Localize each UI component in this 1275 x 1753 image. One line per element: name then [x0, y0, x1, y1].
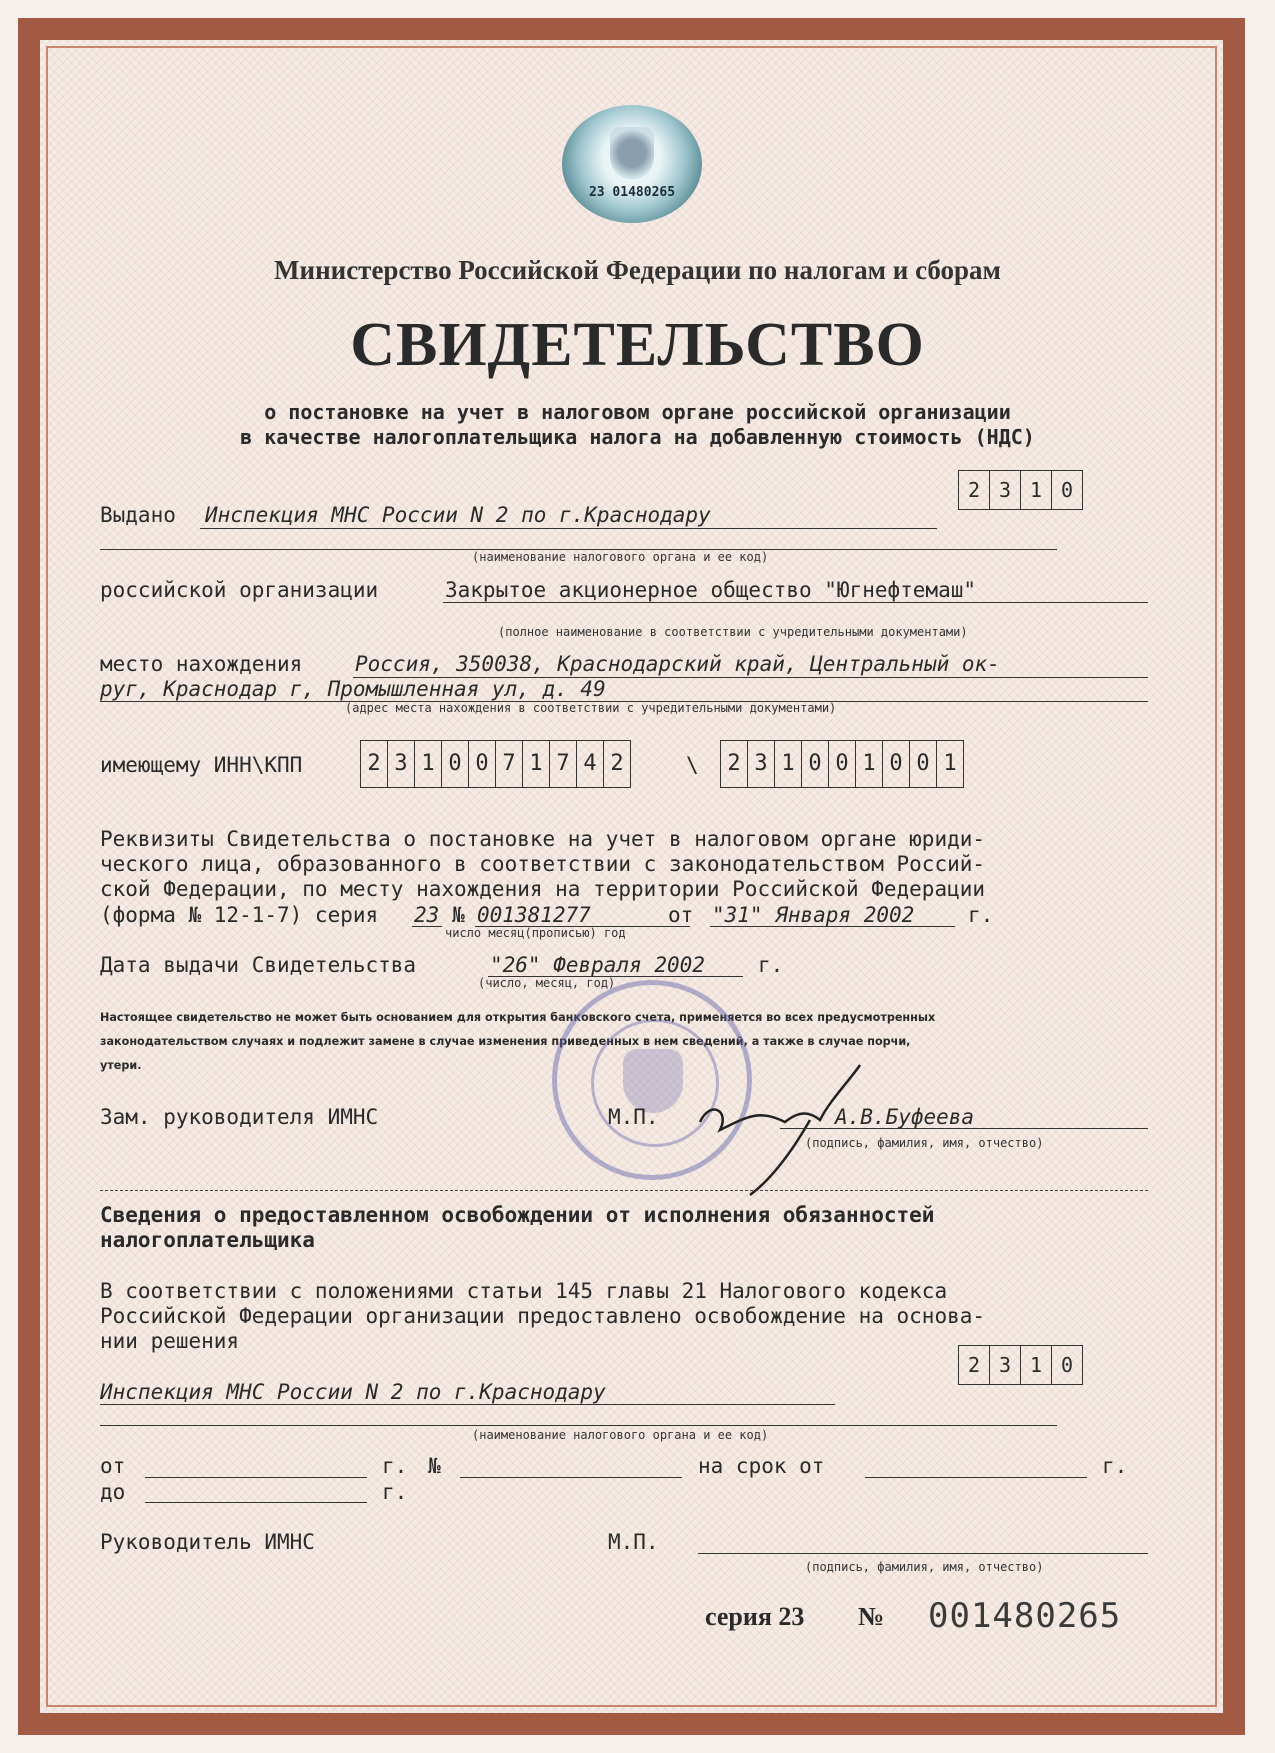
exemption-text-1: В соответствии с положениями статьи 145 главы 21 Налогового кодекса: [100, 1279, 948, 1303]
inn-digit: 7: [550, 741, 577, 787]
kpp-digit: 0: [802, 741, 829, 787]
inn-digit: 3: [388, 741, 415, 787]
kpp-digit: 1: [943, 751, 957, 776]
to-date-line: [145, 1502, 367, 1503]
exemption-code-box: [958, 1345, 1083, 1385]
issue-date-suffix: г.: [758, 953, 784, 977]
exemption-text-3: нии решения: [100, 1329, 240, 1353]
hologram-number: 23 01480265: [588, 185, 676, 200]
issued-caption: (наименование налогового органа и ее код): [472, 550, 769, 564]
exemption-head: Руководитель ИМНС: [100, 1530, 315, 1554]
inn-digit: 0: [469, 741, 496, 787]
requisites-from: от: [668, 903, 694, 927]
code-digit: 3: [990, 1346, 1021, 1384]
exemption-heading-1: Сведения о предоставленном освобождении от исполнения обязанностей: [100, 1203, 935, 1227]
org-value: Закрытое акционерное общество "Югнефтемаш": [445, 578, 977, 602]
eagle-emblem-icon: [623, 1049, 683, 1113]
handwritten-signature: [690, 1060, 870, 1200]
requisites-line-1: Реквизиты Свидетельства о постановке на учет в налоговом органе юриди-: [100, 827, 986, 851]
signatory-name: А.В.Буфеева: [835, 1105, 975, 1129]
requisites-line-2: ческого лица, образованного в соответствии с законодательством Россий-: [100, 852, 986, 876]
authority-underline-2: [100, 1425, 1057, 1426]
footer-num-label: №: [858, 1602, 885, 1631]
kpp-digit: 1: [775, 741, 802, 787]
notice-line-2: законодательством случаях и подлежит замене в случае изменения приведенных в нем сведений, а также в случае порчи,: [100, 1035, 911, 1048]
requisites-form: (форма № 12-1-7) серия: [100, 903, 379, 927]
subtitle-line-1: о постановке на учет в налоговом органе российской организации: [264, 400, 1011, 424]
inn-box: [360, 740, 631, 788]
inn-digit: 2: [361, 741, 388, 787]
signature-underline: [780, 1128, 1148, 1129]
exemption-caption: (наименование налогового органа и ее код): [472, 1428, 769, 1442]
inn-digit: 1: [415, 741, 442, 787]
inn-kpp-label: имеющему ИНН\КПП: [100, 753, 303, 777]
exemption-sig-caption: (подпись, фамилия, имя, отчество): [805, 1560, 1044, 1574]
requisites-num-label: №: [452, 903, 465, 927]
section-divider: [100, 1190, 1148, 1191]
exemption-year-label: г.: [382, 1454, 408, 1478]
org-underline: [443, 602, 1148, 603]
series-underline: [412, 926, 442, 927]
code-digit: 1: [1021, 471, 1052, 509]
kpp-digit: 3: [748, 741, 775, 787]
location-caption: (адрес места нахождения в соответствии с учредительными документами): [345, 701, 837, 715]
code-digit: 0: [1060, 478, 1074, 502]
inn-digit: 0: [442, 741, 469, 787]
issue-date-label: Дата выдачи Свидетельства: [100, 953, 417, 977]
code-digit: 1: [1021, 1346, 1052, 1384]
requisites-date: "31" Января 2002: [712, 903, 915, 927]
exemption-term-label: на срок от: [698, 1454, 825, 1478]
code-digit: 2: [959, 1346, 990, 1384]
term-from-line: [865, 1477, 1087, 1478]
signatory-position: Зам. руководителя ИМНС: [100, 1105, 379, 1129]
location-value-2: руг, Краснодар г, Промышленная ул, д. 49: [100, 677, 606, 701]
inn-digit: 7: [496, 741, 523, 787]
org-caption: (полное наименование в соответствии с учредительными документами): [498, 625, 968, 639]
stamp-label: М.П.: [608, 1105, 659, 1129]
authority-underline: [100, 1404, 835, 1405]
issued-underline: [200, 528, 937, 529]
org-label: российской организации: [100, 578, 379, 602]
location-value-1: Россия, 350038, Краснодарский край, Центральный ок-: [355, 652, 1000, 676]
ministry-name: Министерство Российской Федерации по налогам и сборам: [274, 255, 1001, 285]
inn-digit: 4: [577, 741, 604, 787]
exemption-text-2: Российской Федерации организации предоставлено освобождение на основа-: [100, 1304, 986, 1328]
kpp-digit: 0: [829, 741, 856, 787]
kpp-digit: 1: [856, 741, 883, 787]
exemption-from-label: от: [100, 1454, 126, 1478]
notice-line-1: Настоящее свидетельство не может быть основанием для открытия банковского счета, применяется во всех предусмотренных: [100, 1011, 936, 1024]
kpp-box: [720, 740, 964, 788]
exemption-authority: Инспекция МНС России N 2 по г.Краснодару: [100, 1380, 606, 1404]
page-title: СВИДЕТЕЛЬСТВО: [350, 311, 925, 379]
issue-date-caption: (число, месяц, год): [478, 976, 616, 990]
head-signature-line: [698, 1553, 1148, 1554]
code-digit: 0: [1060, 1353, 1074, 1377]
requisites-number: 001381277: [477, 903, 591, 927]
emblem-icon: [610, 127, 654, 179]
footer-number: 001480265: [928, 1596, 1122, 1636]
decision-number-line: [460, 1477, 682, 1478]
signature-caption: (подпись, фамилия, имя, отчество): [805, 1136, 1044, 1150]
inn-digit: 1: [523, 741, 550, 787]
kpp-digit: 0: [883, 741, 910, 787]
from-date-line: [145, 1477, 367, 1478]
hologram-seal: [562, 105, 702, 223]
subtitle-line-2: в качестве налогоплательщика налога на добавленную стоимость (НДС): [240, 425, 1035, 449]
date-underline: [710, 926, 955, 927]
issue-date-value: "26" Февраля 2002: [490, 953, 705, 977]
issuer-code-box: [958, 470, 1083, 510]
kpp-digit: 0: [910, 741, 937, 787]
exemption-stamp-label: М.П.: [608, 1530, 659, 1554]
location-label: место нахождения: [100, 652, 303, 676]
code-digit: 3: [990, 471, 1021, 509]
exemption-term-year: г.: [1102, 1454, 1128, 1478]
requisites-caption: число месяц(прописью) год: [445, 926, 626, 940]
notice-line-3: утери.: [100, 1059, 142, 1072]
requisites-series: 23: [414, 903, 440, 927]
inn-digit: 2: [610, 751, 624, 776]
exemption-to-label: до: [100, 1480, 126, 1504]
exemption-to-year: г.: [382, 1480, 408, 1504]
code-digit: 2: [959, 471, 990, 509]
footer-series-label: серия 23: [705, 1602, 805, 1631]
exemption-num-label: №: [428, 1454, 441, 1478]
kpp-digit: 2: [721, 741, 748, 787]
issued-value: Инспекция МНС России N 2 по г.Краснодару: [205, 503, 711, 527]
exemption-heading-2: налогоплательщика: [100, 1228, 315, 1252]
issued-label: Выдано: [100, 503, 176, 527]
requisites-year-suffix: г.: [968, 903, 994, 927]
inn-kpp-separator: \: [686, 753, 699, 777]
requisites-line-3: ской Федерации, по месту нахождения на территории Российской Федерации: [100, 877, 986, 901]
